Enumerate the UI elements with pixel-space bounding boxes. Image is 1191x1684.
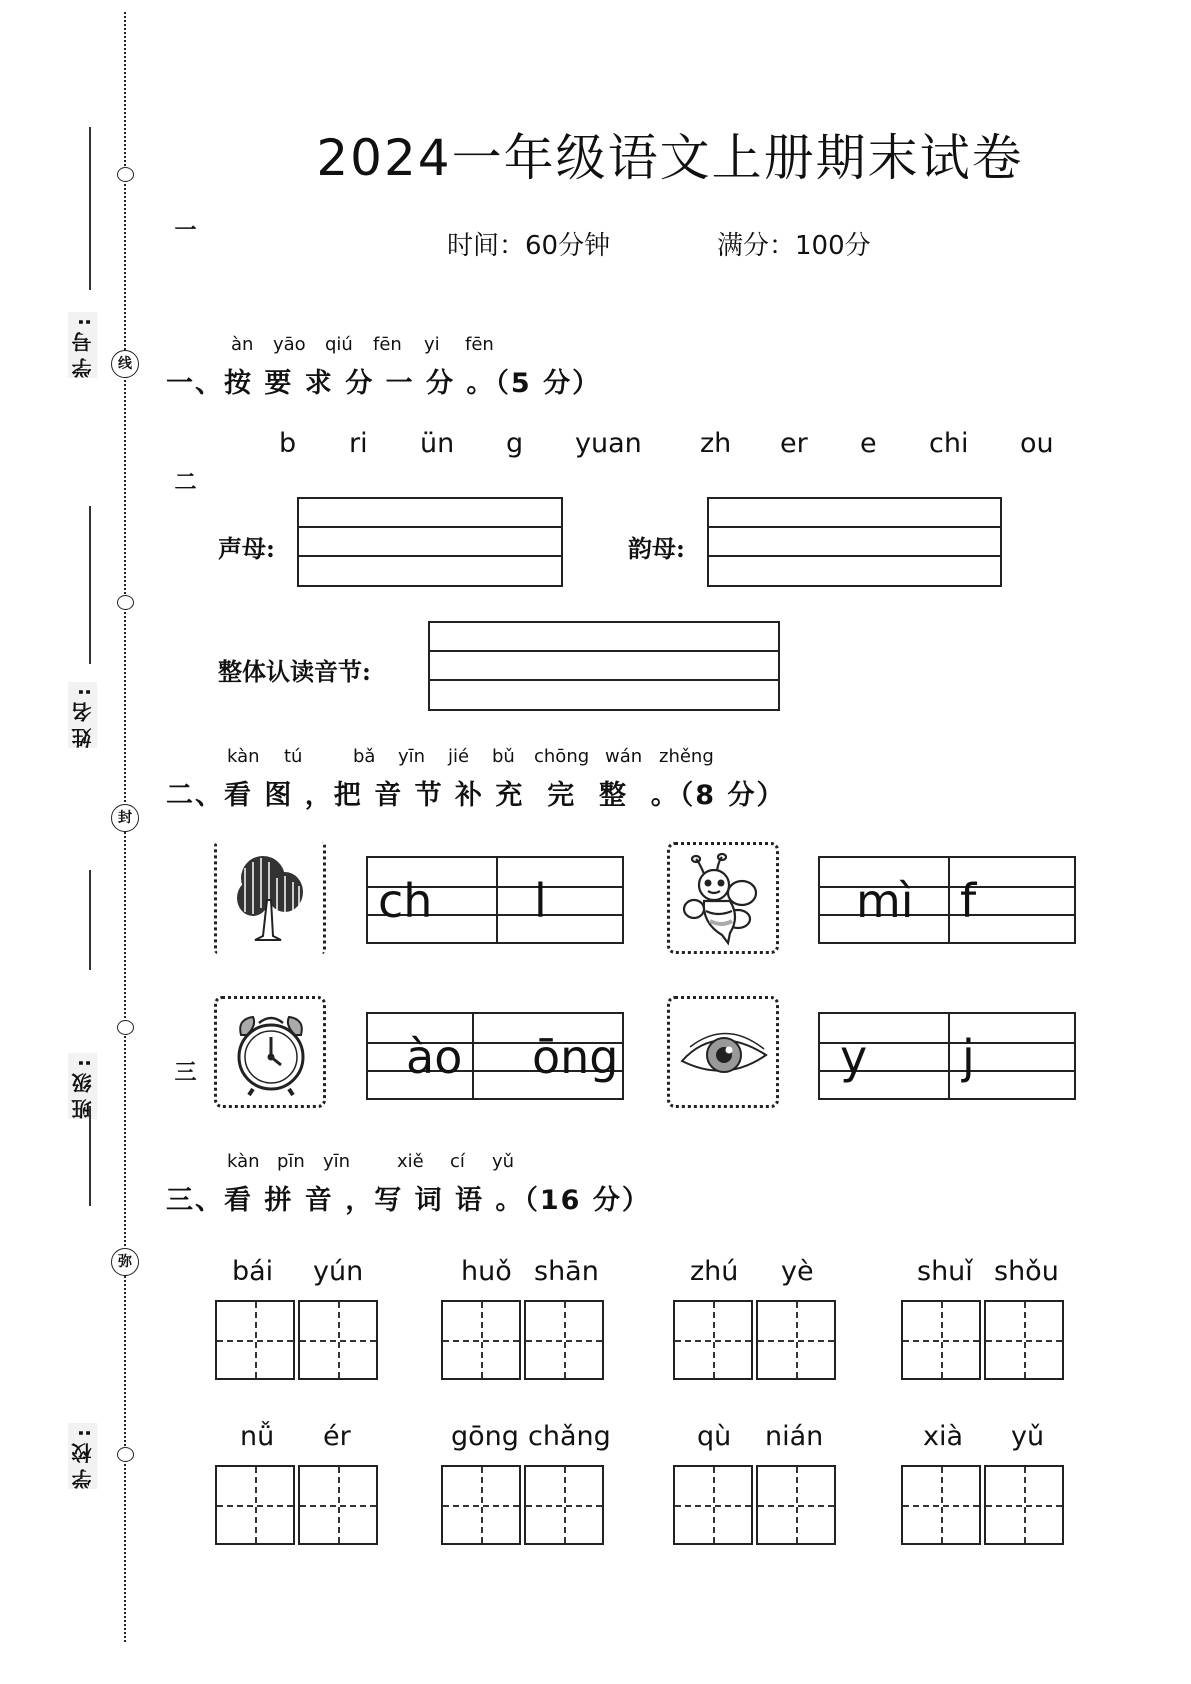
- eye-icon: [676, 1005, 772, 1101]
- picture-willow: [214, 842, 326, 954]
- pinyin-four-line-grid[interactable]: [818, 1012, 1076, 1100]
- pinyin-annotation: kàn: [227, 746, 260, 767]
- pinyin-annotation: xiě: [397, 1151, 424, 1172]
- picture-eye: [667, 996, 779, 1108]
- pinyin-annotation: jié: [448, 746, 470, 767]
- student-id-field[interactable]: [89, 127, 91, 290]
- given-syllable-part: y: [840, 1030, 868, 1084]
- page-title: 2024一年级语文上册期末试卷: [316, 129, 1024, 187]
- letter-item: zh: [700, 428, 732, 459]
- word-pinyin: shuǐ: [917, 1256, 973, 1287]
- word-pinyin: yún: [313, 1256, 364, 1287]
- letter-item: chi: [929, 428, 969, 459]
- class-label: 班级:: [68, 1053, 97, 1119]
- tianzige-cell[interactable]: [524, 1465, 604, 1545]
- tianzige-cell[interactable]: [441, 1300, 521, 1380]
- yunmu-answer-box[interactable]: [707, 497, 1002, 587]
- word-pinyin: ér: [323, 1421, 351, 1452]
- binding-hole-icon: [117, 167, 134, 182]
- tianzige-cell[interactable]: [984, 1465, 1064, 1545]
- letter-item: ri: [349, 428, 368, 459]
- section-mark-2: 二: [171, 470, 196, 492]
- section-mark-3: 三: [171, 1060, 196, 1082]
- pinyin-four-line-grid[interactable]: [818, 856, 1076, 944]
- tianzige-cell[interactable]: [756, 1300, 836, 1380]
- school-field[interactable]: [89, 1106, 91, 1206]
- school-label: 学校:: [68, 1423, 97, 1489]
- binding-hole-icon: [117, 595, 134, 610]
- section2-heading: 二、看 图 ，把 音 节 补 充 完 整 。（8 分）: [166, 780, 786, 811]
- zhengti-answer-box[interactable]: [428, 621, 780, 711]
- tianzige-cell[interactable]: [215, 1465, 295, 1545]
- letter-item: e: [860, 428, 877, 459]
- seal-feng: 封: [111, 804, 139, 832]
- seal-xian: 线: [111, 350, 139, 378]
- pinyin-annotation: yǔ: [492, 1151, 515, 1172]
- letter-item: er: [780, 428, 808, 459]
- letter-item: yuan: [575, 428, 642, 459]
- seal-mi: 弥: [111, 1248, 139, 1276]
- section1-heading: 一、按 要 求 分 一 分 。（5 分）: [166, 368, 602, 399]
- exam-time: 时间：60分钟: [447, 231, 611, 261]
- given-syllable-part: mì: [856, 874, 914, 928]
- given-syllable-part: j: [962, 1030, 975, 1084]
- full-score: 满分：100分: [717, 231, 871, 261]
- tianzige-cell[interactable]: [756, 1465, 836, 1545]
- picture-bee: [667, 842, 779, 954]
- pinyin-annotation: pīn: [277, 1151, 305, 1172]
- pinyin-annotation: tú: [284, 746, 303, 767]
- pinyin-annotation: chōng: [534, 746, 590, 767]
- tianzige-cell[interactable]: [524, 1300, 604, 1380]
- pinyin-annotation: àn: [231, 334, 254, 355]
- word-pinyin: chǎng: [528, 1421, 611, 1452]
- shengmu-label: 声母:: [218, 534, 275, 563]
- word-pinyin: qù: [697, 1421, 732, 1452]
- word-pinyin: huǒ: [461, 1256, 512, 1287]
- given-syllable-part: ch: [378, 874, 433, 928]
- picture-alarm-clock: [214, 996, 326, 1108]
- pinyin-annotation: bǎ: [353, 746, 376, 767]
- shengmu-answer-box[interactable]: [297, 497, 563, 587]
- letter-item: g: [506, 428, 524, 459]
- word-pinyin: nǚ: [240, 1421, 275, 1452]
- letter-item: ou: [1020, 428, 1054, 459]
- word-pinyin: shān: [534, 1256, 599, 1287]
- alarm-clock-icon: [223, 1005, 319, 1101]
- word-pinyin: yè: [781, 1256, 814, 1287]
- pinyin-annotation: kàn: [227, 1151, 260, 1172]
- word-pinyin: shǒu: [994, 1256, 1059, 1287]
- word-pinyin: xià: [923, 1421, 964, 1452]
- word-pinyin: nián: [765, 1421, 824, 1452]
- bee-icon: [676, 851, 772, 947]
- yunmu-label: 韵母:: [628, 534, 685, 563]
- word-pinyin: gōng: [451, 1421, 519, 1452]
- pinyin-annotation: fēn: [465, 334, 494, 355]
- pinyin-annotation: qiú: [325, 334, 353, 355]
- willow-tree-icon: [223, 848, 319, 944]
- letter-item: ün: [420, 428, 455, 459]
- tianzige-cell[interactable]: [441, 1465, 521, 1545]
- binding-hole-icon: [117, 1447, 134, 1462]
- word-pinyin: yǔ: [1011, 1421, 1045, 1452]
- pinyin-annotation: yīn: [323, 1151, 351, 1172]
- word-pinyin: bái: [232, 1256, 274, 1287]
- pinyin-annotation: fēn: [373, 334, 402, 355]
- word-pinyin: zhú: [690, 1256, 739, 1287]
- tianzige-cell[interactable]: [901, 1300, 981, 1380]
- given-syllable-part: f: [960, 874, 977, 928]
- given-syllable-part: ào: [406, 1030, 463, 1084]
- binding-hole-icon: [117, 1020, 134, 1035]
- tianzige-cell[interactable]: [673, 1300, 753, 1380]
- section3-heading: 三、看 拼 音 ，写 词 语 。（16 分）: [166, 1185, 651, 1216]
- zhengti-label: 整体认读音节:: [218, 657, 371, 686]
- pinyin-annotation: yīn: [398, 746, 426, 767]
- pinyin-annotation: zhěng: [659, 746, 714, 767]
- section-mark-1: 一: [171, 218, 196, 240]
- name-label: 姓名:: [68, 682, 97, 748]
- pinyin-annotation: yāo: [273, 334, 306, 355]
- pinyin-annotation: yi: [424, 334, 440, 355]
- tianzige-cell[interactable]: [298, 1465, 378, 1545]
- class-field[interactable]: [89, 870, 91, 970]
- tianzige-cell[interactable]: [298, 1300, 378, 1380]
- tianzige-cell[interactable]: [215, 1300, 295, 1380]
- given-syllable-part: ōng: [532, 1030, 619, 1084]
- given-syllable-part: l: [534, 874, 547, 928]
- pinyin-four-line-grid[interactable]: [366, 856, 624, 944]
- tianzige-cell[interactable]: [984, 1300, 1064, 1380]
- tianzige-cell[interactable]: [673, 1465, 753, 1545]
- student-id-label: 学号:: [68, 312, 97, 378]
- name-field[interactable]: [89, 506, 91, 664]
- pinyin-four-line-grid[interactable]: [366, 1012, 624, 1100]
- pinyin-annotation: bǔ: [492, 746, 515, 767]
- tianzige-cell[interactable]: [901, 1465, 981, 1545]
- letter-item: b: [279, 428, 297, 459]
- pinyin-annotation: wán: [605, 746, 643, 767]
- pinyin-annotation: cí: [450, 1151, 465, 1172]
